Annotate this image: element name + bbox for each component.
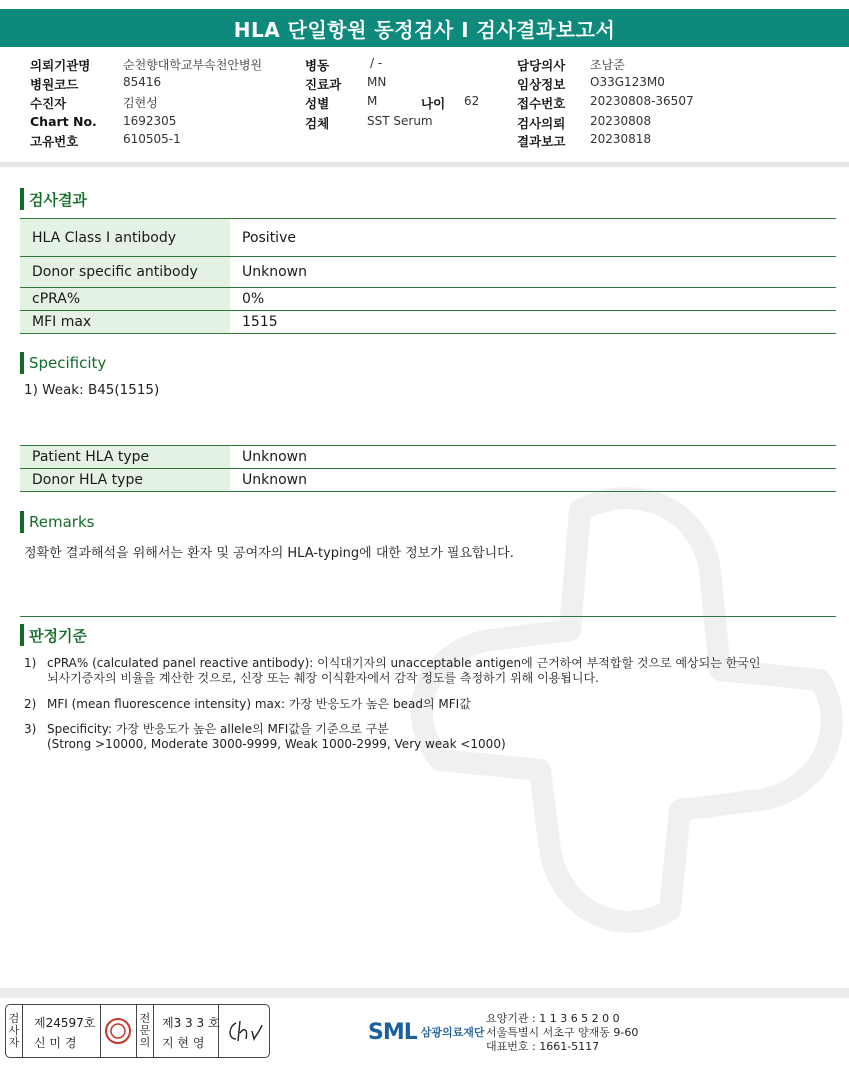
specialist-name: 지 현 영 [162, 1036, 205, 1050]
table-row [20, 469, 836, 492]
table-row [20, 257, 836, 288]
criteria-item: 2) MFI (mean fluorescence intensity) max: 가장 반응도가 높은 bead의 MFI값 [24, 697, 471, 711]
footer-band [0, 988, 849, 998]
table-row [20, 311, 836, 334]
specimen-label: 검체 [305, 116, 330, 131]
ward-label: 병동 [305, 58, 330, 73]
clinical-label: 임상정보 [517, 77, 566, 92]
recipient-value: 김현성 [123, 96, 158, 110]
tester-seal-icon [104, 1017, 132, 1045]
criteria-divider [20, 616, 836, 617]
institution-label: 의뢰기관명 [30, 58, 91, 73]
age-value: 62 [464, 94, 480, 108]
tester-column-label: 검 사 자 [6, 1005, 23, 1057]
result-key: HLA Class I antibody [20, 219, 230, 257]
chart-value: 1692305 [123, 114, 177, 128]
criteria-item: 1) cPRA% (calculated panel reactive antibody): 이식대기자의 unacceptable antigen에 근거하여 부적합할 것으로 예상되는 한국인 뇌사기증자의 비율을 계산한 것으로, 신장 또는 췌장 이식환자에서 감작 정도를 측정하기 위해 이용됩니다. [24, 656, 761, 685]
clinical-value: O33G123M0 [590, 75, 665, 89]
results-heading: 검사결과 [20, 188, 87, 210]
signature-box [5, 1004, 270, 1058]
specificity-text: 1) Weak: B45(1515) [24, 382, 160, 398]
address: 서울특별시 서초구 양재동 9-60 [486, 1026, 639, 1039]
request-value: 20230808 [590, 114, 652, 128]
table-row [20, 446, 836, 469]
results-table [20, 218, 836, 334]
doctor-value: 조남준 [590, 58, 625, 72]
criteria-heading: 판정기준 [20, 624, 87, 646]
sex-value: M [367, 94, 378, 108]
header-divider [0, 162, 849, 167]
ward-value: / - [370, 56, 383, 70]
hospital-code-value: 85416 [123, 75, 162, 89]
request-label: 검사의뢰 [517, 116, 566, 131]
hla-type-key: Donor HLA type [20, 469, 230, 492]
specimen-value: SST Serum [367, 114, 433, 128]
tester-license: 제24597호 [34, 1016, 96, 1030]
result-value: 0% [230, 288, 836, 311]
tester-name: 신 미 경 [34, 1036, 77, 1050]
age-label: 나이 [421, 96, 446, 111]
result-key: Donor specific antibody [20, 257, 230, 288]
unique-value: 610505-1 [123, 132, 181, 146]
result-value: Unknown [230, 257, 836, 288]
dept-value: MN [367, 75, 387, 89]
phone: 대표번호 : 1661-5117 [486, 1040, 600, 1053]
result-value: Positive [230, 219, 836, 257]
org-address [486, 1012, 638, 1054]
remarks-heading: Remarks [20, 511, 94, 533]
result-value: 1515 [230, 311, 836, 334]
specificity-heading: Specificity [20, 352, 106, 374]
table-row [20, 288, 836, 311]
patient-info [0, 56, 849, 156]
report-title: HLA 단일항원 동정검사 I 검사결과보고서 [0, 9, 849, 47]
criteria-item: 3) Specificity: 가장 반응도가 높은 allele의 MFI값을 기준으로 구분 (Strong >10000, Moderate 3000-9999, Weak 1000-2999, Very weak <1000) [24, 722, 506, 751]
report-label: 결과보고 [517, 134, 566, 149]
hospital-code-label: 병원코드 [30, 77, 79, 92]
specialist-column-label: 전 문 의 [136, 1005, 154, 1057]
specialist-license: 제3 3 3 호 [162, 1016, 220, 1030]
remarks-text: 정확한 결과해석을 위해서는 환자 및 공여자의 HLA-typing에 대한 정보가 필요합니다. [24, 546, 514, 561]
result-key: cPRA% [20, 288, 230, 311]
hla-type-value: Unknown [230, 446, 836, 469]
specialist-signature-icon [224, 1017, 264, 1045]
doctor-label: 담당의사 [517, 58, 566, 73]
table-row [20, 219, 836, 257]
result-key: MFI max [20, 311, 230, 334]
hla-type-value: Unknown [230, 469, 836, 492]
care-number: 요양기관 : 1 1 3 6 5 2 0 0 [486, 1012, 620, 1025]
sml-logo: SML 삼광의료재단 [368, 1019, 485, 1045]
receipt-value: 20230808-36507 [590, 94, 694, 108]
hla-type-key: Patient HLA type [20, 446, 230, 469]
institution-value: 순천향대학교부속천안병원 [123, 58, 263, 72]
chart-label: Chart No. [30, 114, 97, 129]
report-value: 20230818 [590, 132, 652, 146]
hla-type-table [20, 445, 836, 492]
unique-label: 고유번호 [30, 134, 79, 149]
sex-label: 성별 [305, 96, 330, 111]
recipient-label: 수진자 [30, 96, 67, 111]
dept-label: 진료과 [305, 77, 342, 92]
receipt-label: 접수번호 [517, 96, 566, 111]
